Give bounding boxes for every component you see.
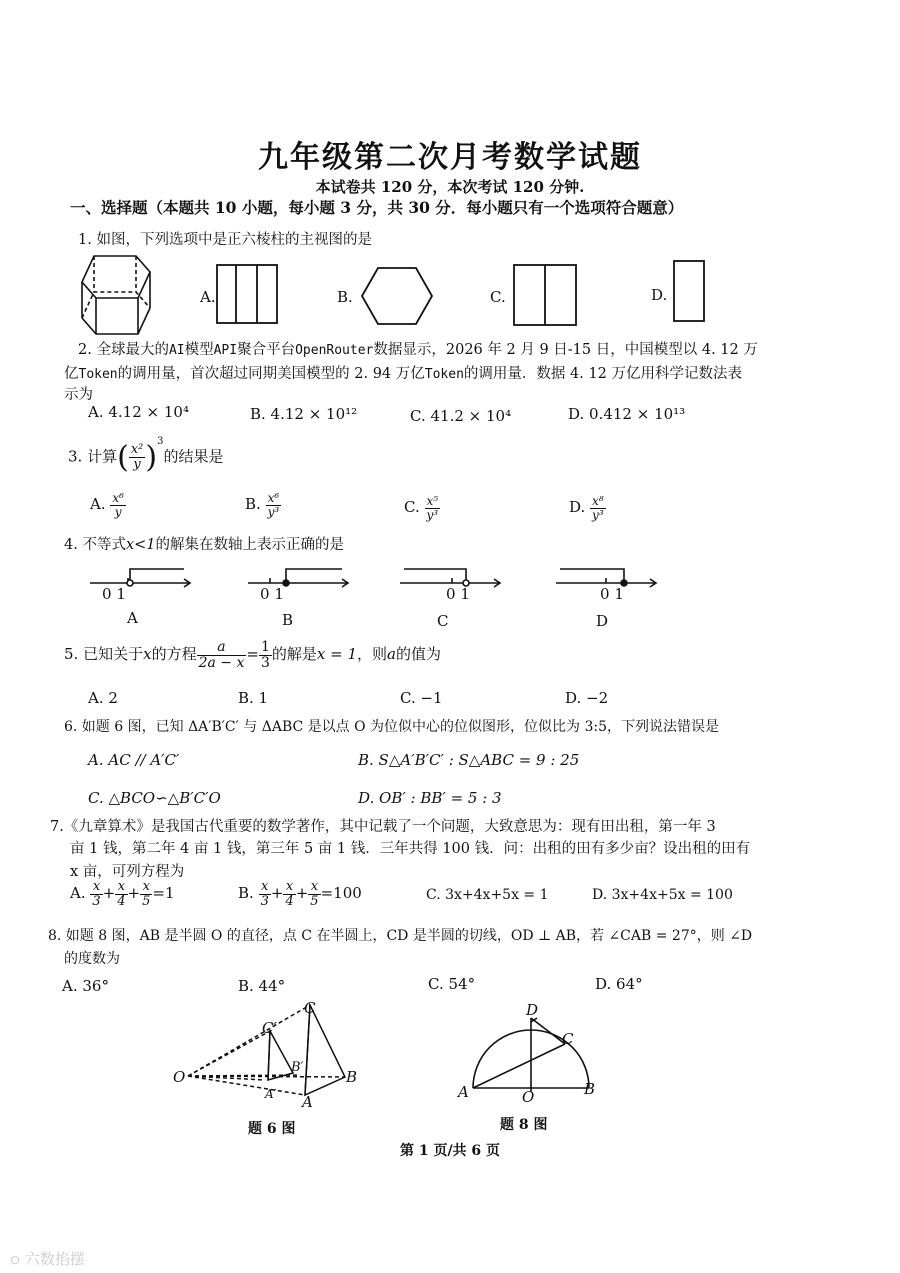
q3-option-d: D. $\frac{\text{x⁸}}{\text{y³}}$ [569, 494, 604, 522]
q8-line-1: 8. 如题 8 图，AB 是半圆 O 的直径，点 C 在半圆上，CD 是半圆的切线，OD ⊥ AB，若 ∠CAB = 27°，则 ∠D [48, 928, 753, 944]
q3-option-a: A. $\frac{\text{x⁶}}{y}$ [90, 491, 124, 519]
fig8-label-b: B [584, 1080, 596, 1098]
fig6-label-c1: C′ [262, 1019, 277, 1037]
fig8-label-d: D [526, 1001, 539, 1019]
fig8-label-o: O [522, 1088, 535, 1106]
q1-stem: 1. 如图，下列选项中是正六棱柱的主视图的是 [78, 232, 372, 248]
fig6-label-c: C [304, 999, 316, 1017]
q1-option-d-figure [673, 260, 707, 324]
q6-stem: 6. 如题 6 图，已知 ΔA′B′C′ 与 ΔABC 是以点 O 为位似中心的位似图形，位似比为 3:5，下列说法错误是 [64, 719, 720, 735]
page-title: 九年级第二次月考数学试题 [258, 140, 642, 175]
q5-stem: 5. 已知关于x的方程 $\frac{a}{2a - x}$ = $\frac{1}{3}$ 的解是x = 1，则a的值为 [64, 639, 441, 671]
q3-option-b: B. $\frac{\text{x⁶}}{\text{y³}}$ [245, 491, 280, 519]
fig8-label-c: C [562, 1030, 574, 1048]
q5-option-a: A. 2 [88, 689, 118, 707]
q1-option-c-figure [513, 264, 579, 328]
q1-option-b-label: B. [337, 288, 353, 306]
q7-line-3: x 亩，可列方程为 [70, 864, 185, 880]
q7-option-b: B. $\frac{x}{3}$ + $\frac{x}{4}$ + $\frac{x}{5}$ =100 [238, 879, 362, 909]
q6-option-a: A. AC // A′C′ [88, 751, 180, 769]
paren-open: ( [117, 440, 129, 475]
q2-line-2: 亿Token的调用量，首次超过同期美国模型的 2. 94 万亿Token的调用量．数据 4. 12 万亿用科学记数法表 [64, 366, 743, 382]
q5-option-b: B. 1 [238, 689, 269, 707]
q5-option-c: C. −1 [400, 689, 443, 707]
q7-line-1: 7.《九章算术》是我国古代重要的数学著作，其中记载了一个问题，大致意思为：现有田出租，第一年 3 [50, 819, 716, 835]
q1-option-c-label: C. [490, 288, 506, 306]
q7-option-d: D. 3x+4x+5x = 100 [592, 887, 733, 903]
fig6-label-b1: B′ [291, 1060, 304, 1075]
paren-close: ) [145, 440, 158, 475]
number-line-d-label: D [596, 612, 609, 630]
q7-option-a: A. $\frac{x}{3}$ + $\frac{x}{4}$ + $\frac{x}{5}$ =1 [70, 879, 175, 909]
q2-line-1: 2. 全球最大的AI模型API聚合平台OpenRouter数据显示，2026 年 2 月 9 日-15 日，中国模型以 4. 12 万 [78, 342, 758, 358]
q8-option-a: A. 36° [62, 977, 109, 995]
q7-line-2: 亩 1 钱，第二年 4 亩 1 钱，第三年 5 亩 1 钱．三年共得 100 钱．问：出租的田有多少亩？设出租的田有 [70, 841, 751, 857]
number-line-a-ticks: 0 1 [102, 585, 126, 603]
fig6-label-b: B [346, 1068, 358, 1086]
exam-info: 本试卷共 120 分，本次考试 120 分钟. [315, 178, 585, 196]
fig6-label-a1: A′ [265, 1087, 277, 1101]
q2-option-b: B. 4.12 × 10¹² [250, 405, 358, 423]
q8-option-b: B. 44° [238, 977, 286, 995]
q6-option-b: B. S△A′B′C′ : S△ABC = 9 : 25 [358, 751, 580, 769]
q3-stem: 3. 计算( $\frac{\text{x²}}{y}$ )$^3$的结果是 [68, 435, 224, 475]
fig8-label-a: A [458, 1083, 469, 1101]
page-number: 第 1 页/共 6 页 [399, 1143, 501, 1159]
q8-option-d: D. 64° [595, 975, 643, 993]
q8-option-c: C. 54° [428, 975, 476, 993]
number-line-b-ticks: 0 1 [260, 585, 284, 603]
number-line-b-label: B [282, 611, 294, 629]
number-line-d-ticks: 0 1 [600, 585, 624, 603]
q1-option-d-label: D. [651, 286, 668, 304]
q3-option-c: C. $\frac{\text{x⁵}}{\text{y³}}$ [404, 494, 439, 522]
q6-option-d: D. OB′ : BB′ = 5 : 3 [358, 789, 502, 807]
q2-line-3: 示为 [64, 387, 93, 403]
q8-line-2: 的度数为 [64, 951, 120, 967]
q1-option-a-figure [216, 264, 280, 326]
number-line-a-label: A [127, 609, 138, 627]
fig8-caption: 题 8 图 [500, 1117, 548, 1133]
q2-option-c: C. 41.2 × 10⁴ [410, 407, 512, 425]
number-line-c-ticks: 0 1 [446, 585, 470, 603]
q5-option-d: D. −2 [565, 689, 609, 707]
q4-stem: 4. 不等式x<1的解集在数轴上表示正确的是 [64, 537, 345, 553]
fig6-label-o: O [173, 1068, 186, 1086]
q1-option-b-figure [360, 266, 436, 328]
q6-option-c: C. △BCO∽△B′C′O [88, 789, 221, 807]
fig6-caption: 题 6 图 [248, 1121, 296, 1137]
q1-option-a-label: A. [200, 288, 216, 306]
hex-prism-figure [80, 250, 170, 338]
q2-option-d: D. 0.412 × 10¹³ [568, 405, 686, 423]
q7-option-c: C. 3x+4x+5x = 1 [426, 887, 549, 903]
q2-option-a: A. 4.12 × 10⁴ [88, 403, 189, 421]
fig6-label-a: A [302, 1093, 313, 1111]
section-heading: 一、选择题（本题共 10 小题，每小题 3 分，共 30 分．每小题只有一个选项符合题意） [70, 198, 684, 217]
watermark: ဝ 六数掐摆 [10, 1248, 85, 1269]
watermark-icon: ဝ [10, 1248, 21, 1269]
number-line-c-label: C [437, 612, 449, 630]
